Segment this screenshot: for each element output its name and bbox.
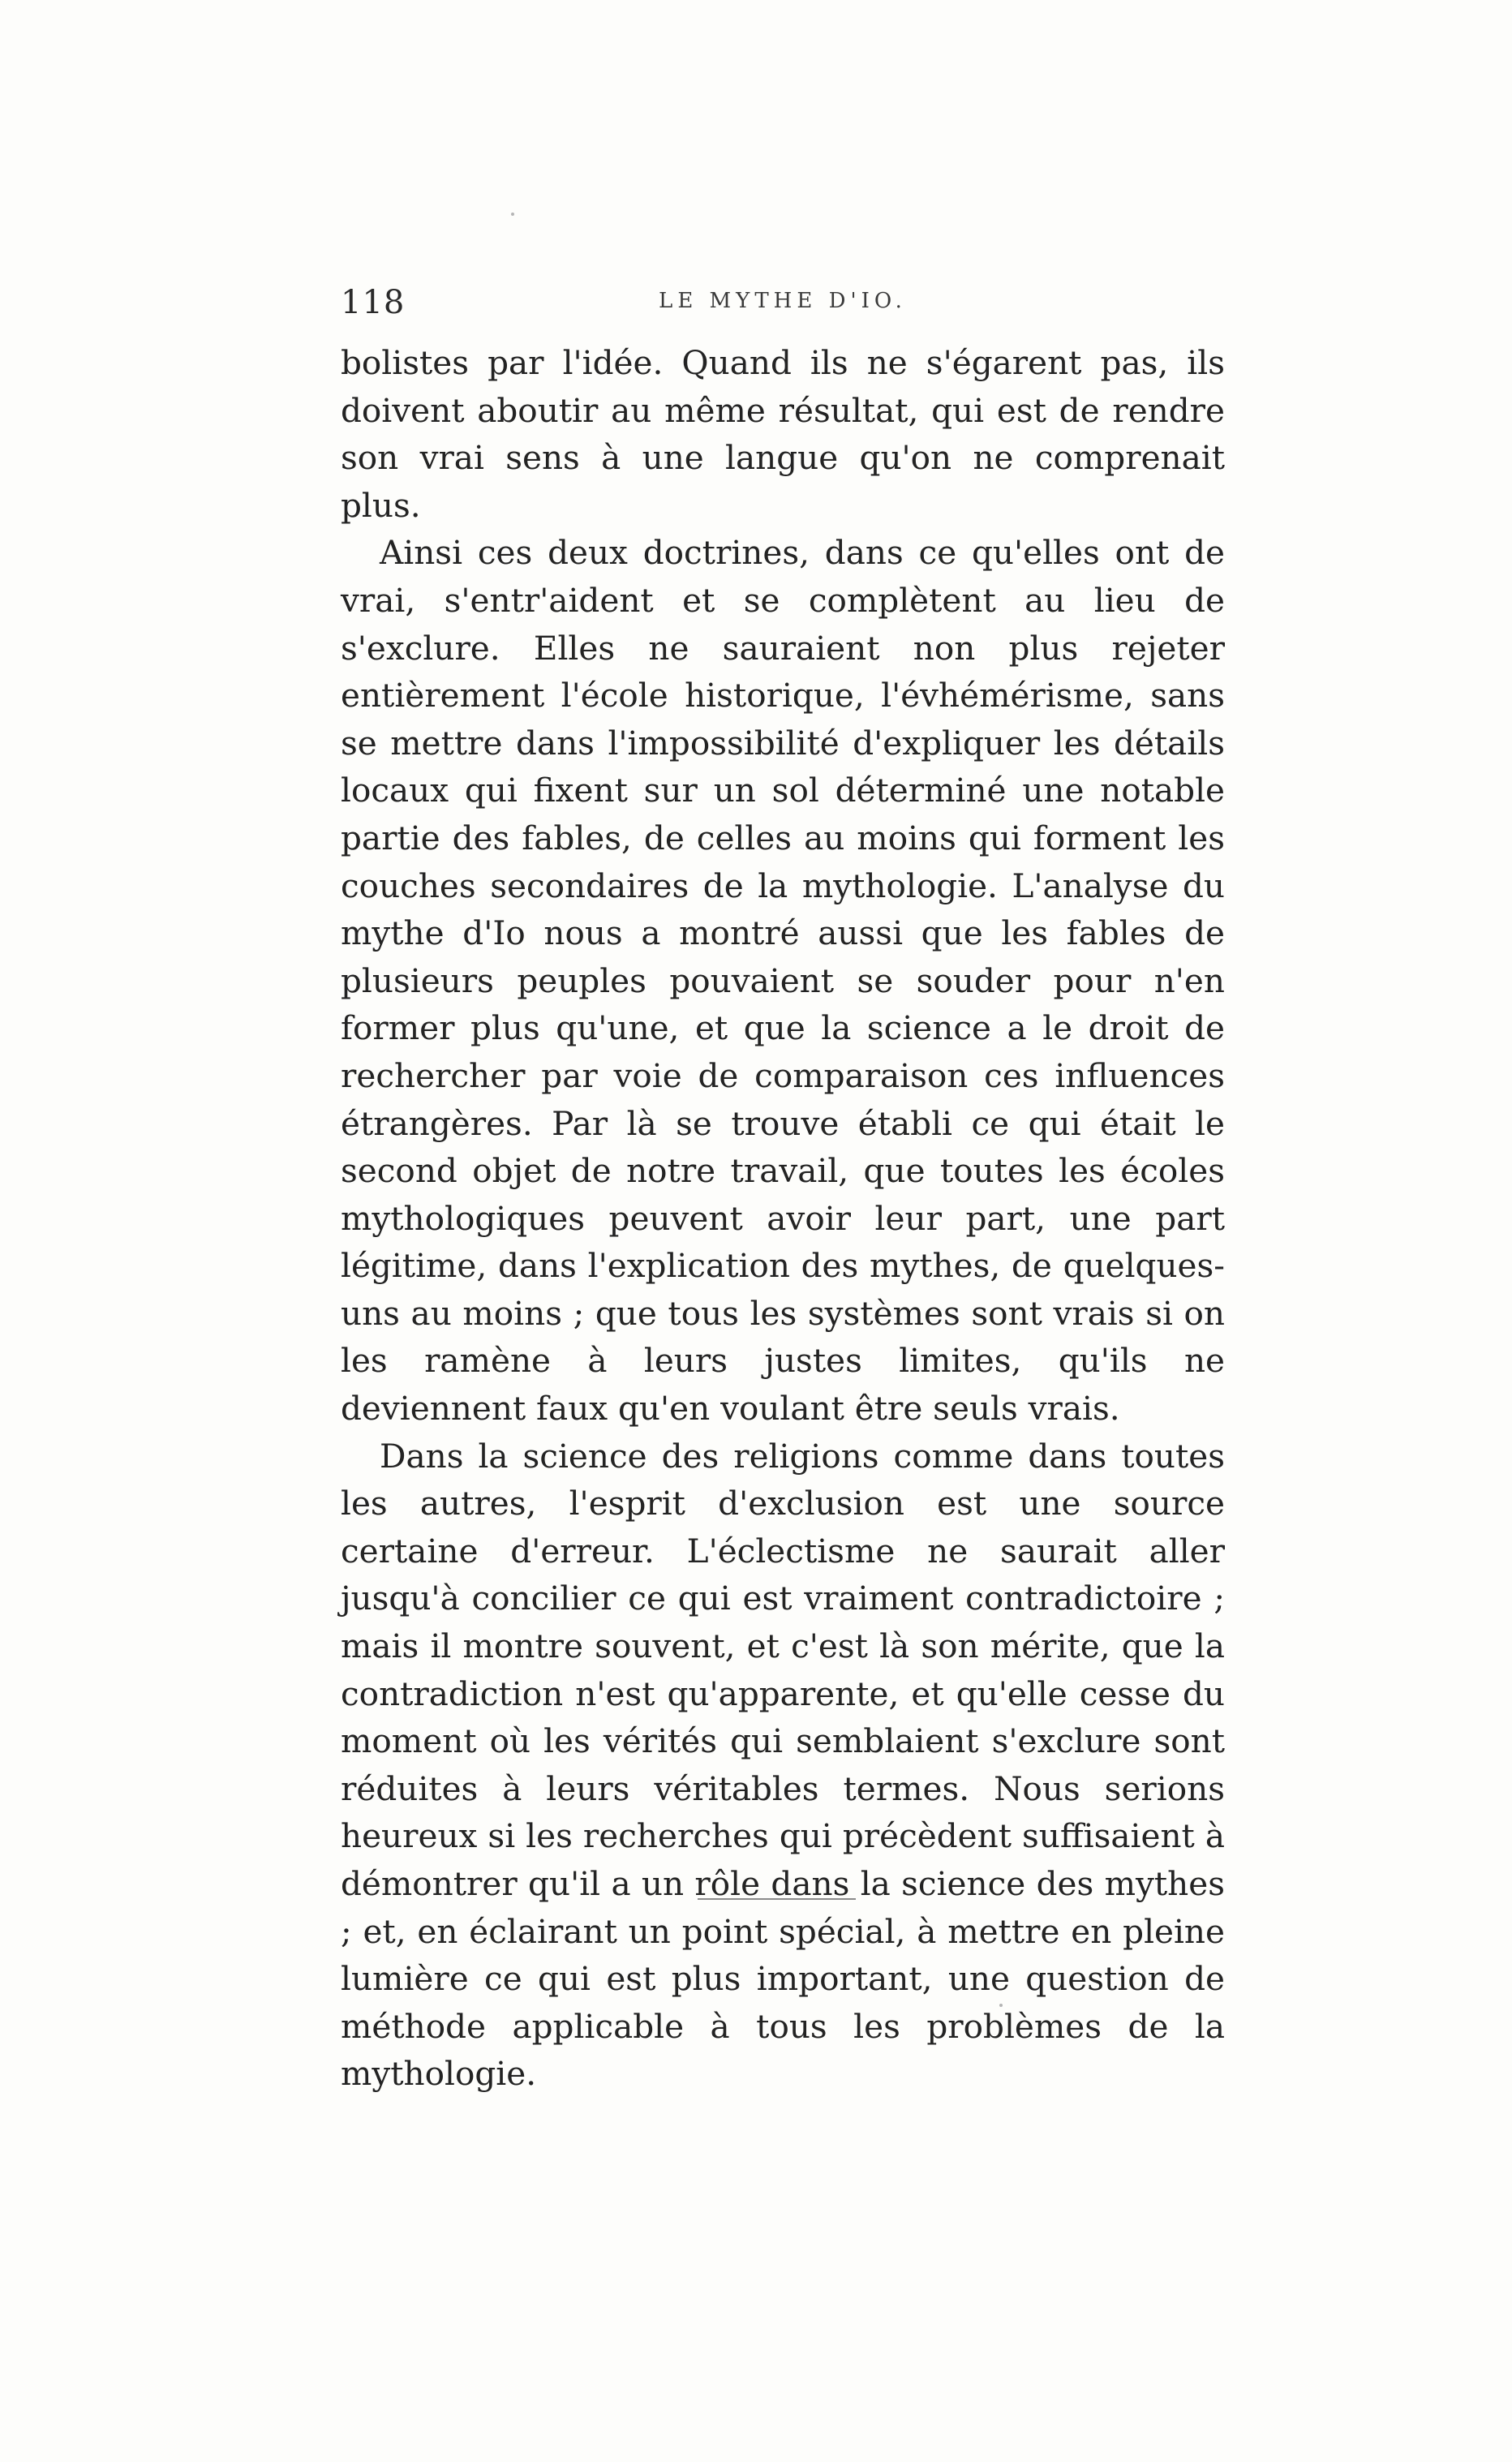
end-rule	[698, 1898, 856, 1900]
page-header	[341, 284, 1225, 333]
running-title: LE MYTHE D'IO.	[659, 289, 907, 313]
body-text	[341, 339, 1225, 2098]
paragraph-2: Ainsi ces deux doctrines, dans ce qu'elles ont de vrai, s'entr'aident et se complètent au lieu de s'exclure. Elles ne sauraient non plus rejeter entièrement l'école historique, l'évhémérisme, sans se mettre dans l'impossibilité d'expliquer les détails locaux qui fixent sur un sol déterminé une notable partie des fables, de celles au moins qui forment les couches secondaires de la mythologie. L'analyse du mythe d'Io nous a montré aussi que les fables de plusieurs peuples pouvaient se souder pour n'en former plus qu'une, et que la science a le droit de rechercher par voie de comparaison ces influences étrangères. Par là se trouve établi ce qui était le second objet de notre travail, que toutes les écoles mythologiques peuvent avoir leur part, une part légitime, dans l'explication des mythes, de quelques-uns au moins ; que tous les systèmes sont vrais si on les ramène à leurs justes limites, qu'ils ne deviennent faux qu'en voulant être seuls vrais.	[341, 533, 1225, 1429]
paragraph-1: bolistes par l'idée. Quand ils ne s'égarent pas, ils doivent aboutir au même résultat, qui est de rendre son vrai sens à une langue qu'on ne comprenait plus.	[341, 343, 1225, 525]
page-number: 118	[341, 284, 406, 321]
paper-speck	[511, 213, 514, 216]
paper-speck	[999, 2004, 1003, 2007]
paragraph-3: Dans la science des religions comme dans toutes les autres, l'esprit d'exclusion est une source certaine d'erreur. L'éclectisme ne saurait aller jusqu'à concilier ce qui est vraiment contradictoire ; mais il montre souvent, et c'est là son mérite, que la contradiction n'est qu'apparente, et qu'elle cesse du moment où les vérités qui semblaient s'exclure sont réduites à leurs véritables termes. Nous serions heureux si les recherches qui précèdent suffisaient à démontrer qu'il a un rôle dans la science des mythes ; et, en éclairant un point spécial, à mettre en pleine lumière ce qui est plus important, une question de méthode applicable à tous les problèmes de la mythologie.	[341, 1436, 1225, 2094]
